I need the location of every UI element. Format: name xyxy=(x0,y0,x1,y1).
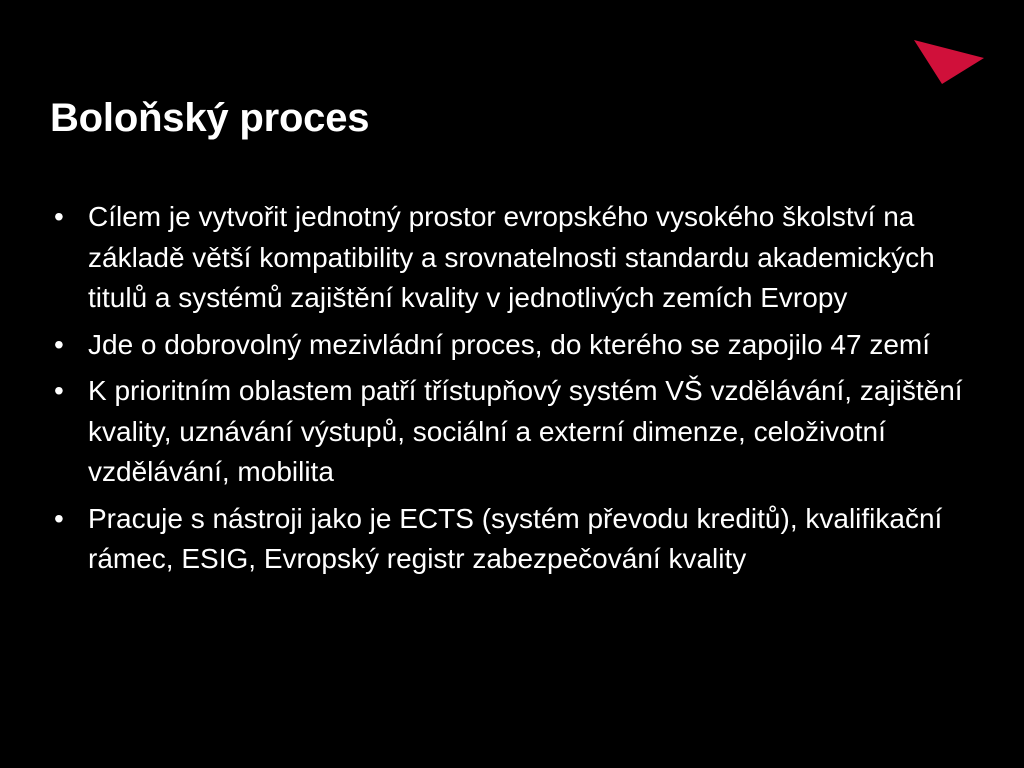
bullet-text: Cílem je vytvořit jednotný prostor evropského vysokého školství na základě větší kompatibility a srovnatelnosti standardu akademických titulů a systémů zajištění kvality v jednotlivých zemích Evropy xyxy=(88,201,935,313)
bullet-marker: • xyxy=(54,328,64,360)
bullet-item xyxy=(46,371,986,493)
bullet-text: K prioritním oblastem patří třístupňový systém VŠ vzdělávání, zajištění kvality, uznávání výstupů, sociální a externí dimenze, celoživotní vzdělávání, mobilita xyxy=(88,375,963,487)
bullet-item xyxy=(46,197,986,319)
bullet-item xyxy=(46,325,986,366)
red-triangle-icon xyxy=(912,38,986,86)
bullet-marker: • xyxy=(54,201,64,232)
bullet-marker: • xyxy=(54,375,64,406)
bullet-marker: • xyxy=(54,502,64,534)
bullet-item xyxy=(46,499,986,580)
bullet-text: Pracuje s nástroji jako je ECTS (systém převodu kreditů), kvalifikační rámec, ESIG, Evropský registr zabezpečování kvality xyxy=(88,502,943,574)
bullet-text: Jde o dobrovolný mezivládní proces, do kterého se zapojilo 47 zemí xyxy=(88,328,931,360)
slide-title: Boloňský proces xyxy=(50,96,370,140)
bullet-list xyxy=(46,197,986,586)
